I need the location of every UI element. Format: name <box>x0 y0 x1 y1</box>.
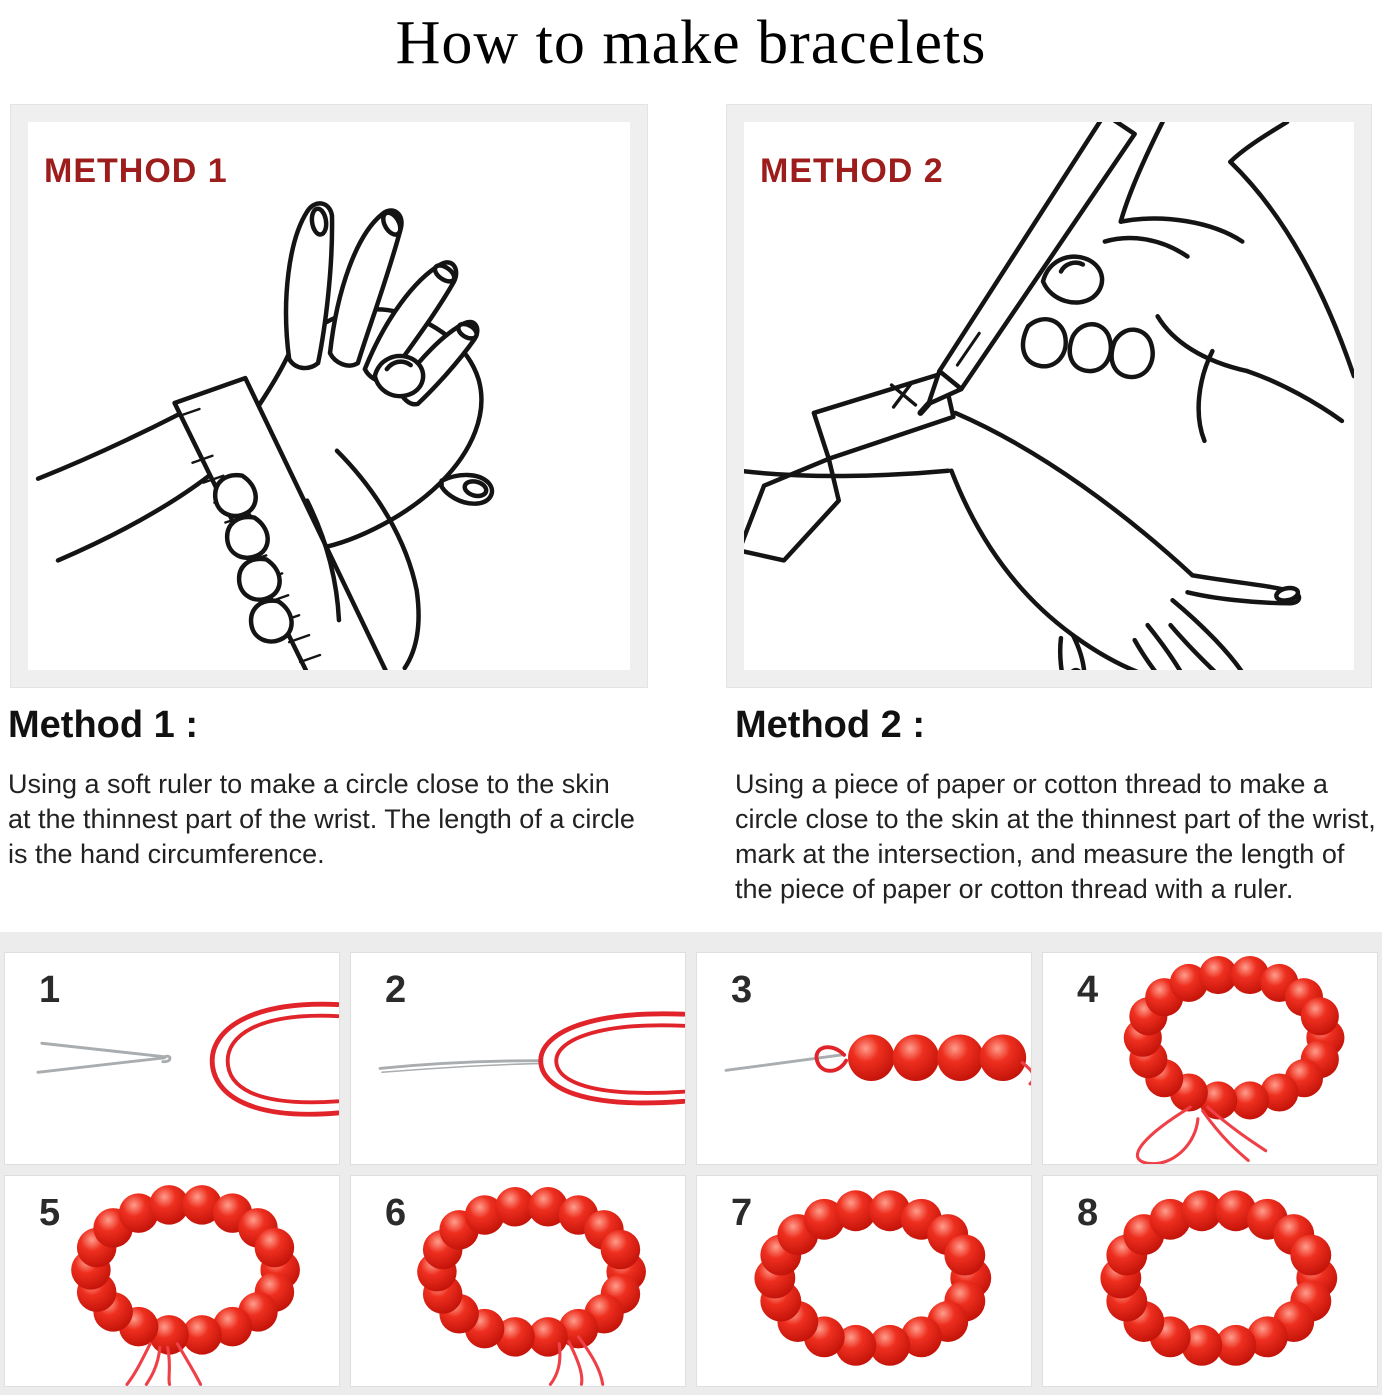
descriptions-row <box>0 688 1382 907</box>
step-number: 8 <box>1077 1191 1099 1234</box>
step-number: 3 <box>731 969 753 1011</box>
step-number: 4 <box>1077 969 1099 1011</box>
step-panel-5 <box>4 1175 340 1388</box>
step-panel-6 <box>350 1175 686 1388</box>
method2-label: METHOD 2 <box>760 152 944 190</box>
step-number: 2 <box>385 969 407 1011</box>
method2-box <box>726 104 1372 688</box>
step-number: 1 <box>39 969 61 1011</box>
page-title: How to make bracelets <box>395 9 987 77</box>
method2-description-block <box>735 704 1380 907</box>
step-panel-3 <box>696 952 1032 1165</box>
method2-illustration hand-marking-with-pen-icon <box>744 122 1354 670</box>
steps-grid <box>0 932 1382 1395</box>
method1-panel <box>28 122 630 670</box>
step-panel-8 <box>1042 1175 1378 1388</box>
step-number: 5 <box>39 1191 61 1234</box>
methods-row <box>0 79 1382 688</box>
step-panel-7 <box>696 1175 1032 1388</box>
step-number: 7 <box>731 1191 753 1234</box>
step-number: 6 <box>385 1191 407 1234</box>
method1-heading: Method 1 : <box>8 704 198 746</box>
method2-heading: Method 2 : <box>735 704 925 746</box>
step-panel-2 <box>350 952 686 1165</box>
method1-description-block <box>8 704 636 872</box>
method1-label: METHOD 1 <box>44 152 228 190</box>
method1-illustration hand-with-soft-ruler-icon <box>28 122 630 670</box>
method1-box <box>10 104 648 688</box>
step-panel-4 <box>1042 952 1378 1165</box>
paper-strip-icon <box>744 373 953 560</box>
method2-description: Using a piece of paper or cotton thread to make a circle close to the skin at the thinnest part of the wrist, mark at the intersection, and measure the length of the piece of paper or cotton thread with a ruler. <box>735 769 1376 905</box>
method2-panel <box>744 122 1354 670</box>
step-panel-1 <box>4 952 340 1165</box>
method1-description: Using a soft ruler to make a circle close to the skin at the thinnest part of the wrist. The length of a circle is the hand circumference. <box>8 769 635 870</box>
